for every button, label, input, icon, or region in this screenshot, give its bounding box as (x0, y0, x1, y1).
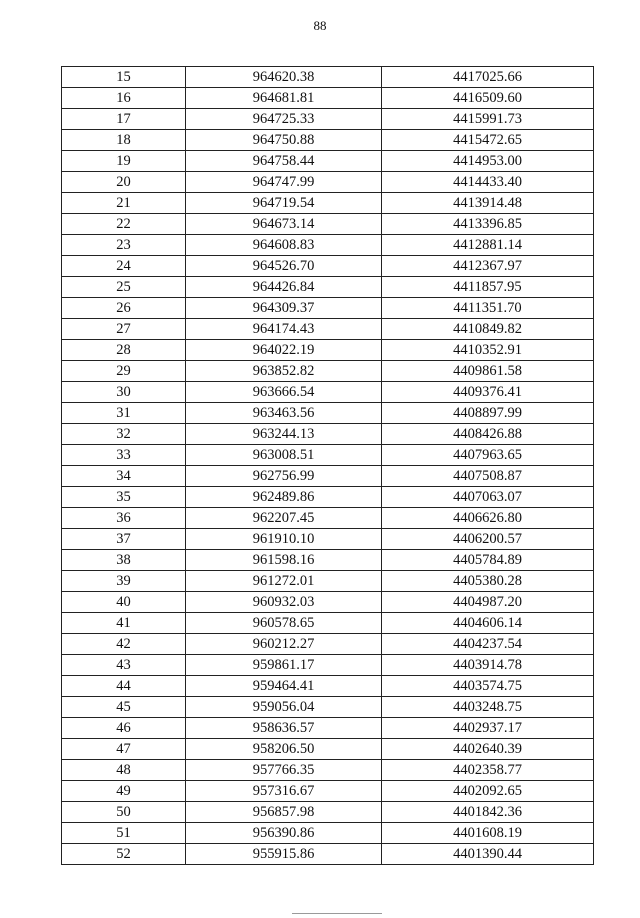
y-coordinate-cell: 4404237.54 (382, 634, 594, 655)
x-coordinate-cell: 962207.45 (186, 508, 382, 529)
point-number-cell: 46 (62, 718, 186, 739)
x-coordinate-cell: 964174.43 (186, 319, 382, 340)
y-coordinate-cell: 4404987.20 (382, 592, 594, 613)
x-coordinate-cell: 961910.10 (186, 529, 382, 550)
point-number-cell: 26 (62, 298, 186, 319)
point-number-cell: 29 (62, 361, 186, 382)
x-coordinate-cell: 964022.19 (186, 340, 382, 361)
x-coordinate-cell: 959861.17 (186, 655, 382, 676)
y-coordinate-cell: 4409861.58 (382, 361, 594, 382)
table-row (62, 256, 594, 277)
table-row (62, 109, 594, 130)
table-row (62, 529, 594, 550)
table-row (62, 172, 594, 193)
x-coordinate-cell: 956857.98 (186, 802, 382, 823)
x-coordinate-cell: 963852.82 (186, 361, 382, 382)
table-row (62, 592, 594, 613)
y-coordinate-cell: 4411351.70 (382, 298, 594, 319)
table-row (62, 718, 594, 739)
y-coordinate-cell: 4414433.40 (382, 172, 594, 193)
point-number-cell: 24 (62, 256, 186, 277)
x-coordinate-cell: 962756.99 (186, 466, 382, 487)
table-row (62, 466, 594, 487)
x-coordinate-cell: 964747.99 (186, 172, 382, 193)
point-number-cell: 42 (62, 634, 186, 655)
x-coordinate-cell: 963244.13 (186, 424, 382, 445)
table-row (62, 760, 594, 781)
table-row (62, 298, 594, 319)
table-row (62, 277, 594, 298)
point-number-cell: 33 (62, 445, 186, 466)
table-row (62, 382, 594, 403)
x-coordinate-cell: 962489.86 (186, 487, 382, 508)
table-row (62, 235, 594, 256)
table-row (62, 613, 594, 634)
point-number-cell: 38 (62, 550, 186, 571)
y-coordinate-cell: 4407063.07 (382, 487, 594, 508)
y-coordinate-cell: 4416509.60 (382, 88, 594, 109)
point-number-cell: 39 (62, 571, 186, 592)
y-coordinate-cell: 4403914.78 (382, 655, 594, 676)
y-coordinate-cell: 4417025.66 (382, 67, 594, 88)
point-number-cell: 41 (62, 613, 186, 634)
point-number-cell: 51 (62, 823, 186, 844)
point-number-cell: 45 (62, 697, 186, 718)
page-number: 88 (313, 18, 327, 33)
table-row (62, 487, 594, 508)
y-coordinate-cell: 4402092.65 (382, 781, 594, 802)
table-row (62, 151, 594, 172)
table-row (62, 823, 594, 844)
x-coordinate-cell: 964750.88 (186, 130, 382, 151)
coordinate-table (61, 66, 594, 865)
y-coordinate-cell: 4410849.82 (382, 319, 594, 340)
point-number-cell: 23 (62, 235, 186, 256)
y-coordinate-cell: 4401842.36 (382, 802, 594, 823)
point-number-cell: 28 (62, 340, 186, 361)
table-row (62, 550, 594, 571)
x-coordinate-cell: 964526.70 (186, 256, 382, 277)
y-coordinate-cell: 4402358.77 (382, 760, 594, 781)
y-coordinate-cell: 4415472.65 (382, 130, 594, 151)
point-number-cell: 44 (62, 676, 186, 697)
y-coordinate-cell: 4402640.39 (382, 739, 594, 760)
table-row (62, 655, 594, 676)
y-coordinate-cell: 4411857.95 (382, 277, 594, 298)
table-row (62, 445, 594, 466)
point-number-cell: 32 (62, 424, 186, 445)
y-coordinate-cell: 4412881.14 (382, 235, 594, 256)
x-coordinate-cell: 964719.54 (186, 193, 382, 214)
y-coordinate-cell: 4409376.41 (382, 382, 594, 403)
y-coordinate-cell: 4405380.28 (382, 571, 594, 592)
y-coordinate-cell: 4403574.75 (382, 676, 594, 697)
x-coordinate-cell: 960578.65 (186, 613, 382, 634)
point-number-cell: 31 (62, 403, 186, 424)
point-number-cell: 34 (62, 466, 186, 487)
point-number-cell: 15 (62, 67, 186, 88)
y-coordinate-cell: 4407508.87 (382, 466, 594, 487)
y-coordinate-cell: 4413914.48 (382, 193, 594, 214)
x-coordinate-cell: 960212.27 (186, 634, 382, 655)
point-number-cell: 36 (62, 508, 186, 529)
y-coordinate-cell: 4403248.75 (382, 697, 594, 718)
y-coordinate-cell: 4413396.85 (382, 214, 594, 235)
table-row (62, 781, 594, 802)
x-coordinate-cell: 964681.81 (186, 88, 382, 109)
table-row (62, 67, 594, 88)
table-row (62, 697, 594, 718)
y-coordinate-cell: 4406200.57 (382, 529, 594, 550)
table-row (62, 319, 594, 340)
y-coordinate-cell: 4401390.44 (382, 844, 594, 865)
point-number-cell: 19 (62, 151, 186, 172)
point-number-cell: 49 (62, 781, 186, 802)
table-row (62, 403, 594, 424)
point-number-cell: 50 (62, 802, 186, 823)
x-coordinate-cell: 959056.04 (186, 697, 382, 718)
x-coordinate-cell: 961272.01 (186, 571, 382, 592)
x-coordinate-cell: 963463.56 (186, 403, 382, 424)
table-row (62, 676, 594, 697)
point-number-cell: 35 (62, 487, 186, 508)
x-coordinate-cell: 957316.67 (186, 781, 382, 802)
table-row (62, 130, 594, 151)
y-coordinate-cell: 4405784.89 (382, 550, 594, 571)
y-coordinate-cell: 4401608.19 (382, 823, 594, 844)
table-row (62, 739, 594, 760)
table-row (62, 571, 594, 592)
table-row (62, 340, 594, 361)
point-number-cell: 47 (62, 739, 186, 760)
point-number-cell: 16 (62, 88, 186, 109)
y-coordinate-cell: 4406626.80 (382, 508, 594, 529)
y-coordinate-cell: 4410352.91 (382, 340, 594, 361)
point-number-cell: 43 (62, 655, 186, 676)
point-number-cell: 37 (62, 529, 186, 550)
y-coordinate-cell: 4402937.17 (382, 718, 594, 739)
x-coordinate-cell: 960932.03 (186, 592, 382, 613)
table-row (62, 214, 594, 235)
x-coordinate-cell: 956390.86 (186, 823, 382, 844)
x-coordinate-cell: 961598.16 (186, 550, 382, 571)
table-row (62, 802, 594, 823)
point-number-cell: 27 (62, 319, 186, 340)
footer-rule (292, 913, 382, 914)
x-coordinate-cell: 964758.44 (186, 151, 382, 172)
point-number-cell: 25 (62, 277, 186, 298)
point-number-cell: 48 (62, 760, 186, 781)
x-coordinate-cell: 958636.57 (186, 718, 382, 739)
table-row (62, 193, 594, 214)
x-coordinate-cell: 964426.84 (186, 277, 382, 298)
y-coordinate-cell: 4408426.88 (382, 424, 594, 445)
table-row (62, 361, 594, 382)
table-row (62, 844, 594, 865)
y-coordinate-cell: 4414953.00 (382, 151, 594, 172)
x-coordinate-cell: 964673.14 (186, 214, 382, 235)
x-coordinate-cell: 957766.35 (186, 760, 382, 781)
point-number-cell: 17 (62, 109, 186, 130)
x-coordinate-cell: 955915.86 (186, 844, 382, 865)
point-number-cell: 40 (62, 592, 186, 613)
x-coordinate-cell: 964608.83 (186, 235, 382, 256)
coordinate-table-body (62, 67, 594, 865)
x-coordinate-cell: 959464.41 (186, 676, 382, 697)
point-number-cell: 18 (62, 130, 186, 151)
table-row (62, 424, 594, 445)
y-coordinate-cell: 4415991.73 (382, 109, 594, 130)
point-number-cell: 22 (62, 214, 186, 235)
x-coordinate-cell: 964620.38 (186, 67, 382, 88)
x-coordinate-cell: 963008.51 (186, 445, 382, 466)
point-number-cell: 30 (62, 382, 186, 403)
x-coordinate-cell: 964309.37 (186, 298, 382, 319)
y-coordinate-cell: 4404606.14 (382, 613, 594, 634)
y-coordinate-cell: 4407963.65 (382, 445, 594, 466)
x-coordinate-cell: 963666.54 (186, 382, 382, 403)
table-row (62, 88, 594, 109)
point-number-cell: 21 (62, 193, 186, 214)
y-coordinate-cell: 4408897.99 (382, 403, 594, 424)
y-coordinate-cell: 4412367.97 (382, 256, 594, 277)
point-number-cell: 20 (62, 172, 186, 193)
table-row (62, 634, 594, 655)
x-coordinate-cell: 964725.33 (186, 109, 382, 130)
point-number-cell: 52 (62, 844, 186, 865)
table-row (62, 508, 594, 529)
x-coordinate-cell: 958206.50 (186, 739, 382, 760)
